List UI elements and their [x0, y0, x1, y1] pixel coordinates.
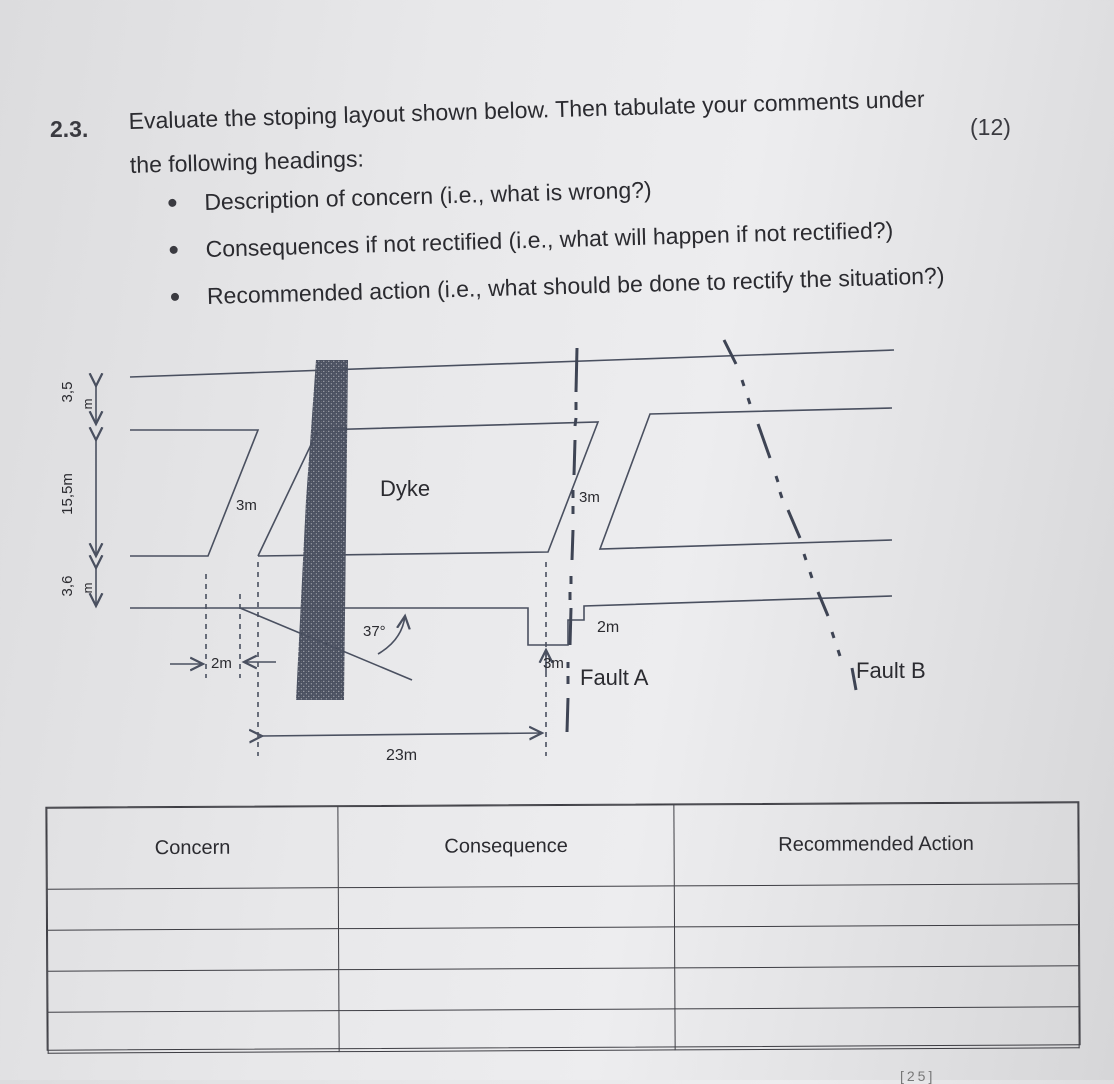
table-row [48, 1007, 1079, 1053]
table-cell[interactable] [47, 888, 338, 931]
table-cell[interactable] [675, 925, 1079, 968]
table-cell[interactable] [48, 970, 339, 1013]
dim-label-top: 3,5 [59, 381, 76, 403]
table-cell[interactable] [675, 1007, 1079, 1050]
table-row [48, 925, 1079, 971]
table-cell[interactable] [674, 884, 1078, 927]
table-cell[interactable] [338, 886, 674, 929]
table-header-row [47, 803, 1078, 889]
fault-offset-label: 2m [597, 619, 620, 636]
header-consequence: Consequence [338, 805, 674, 888]
reef-top-line [130, 350, 894, 377]
fault-step-label: 3m [543, 655, 564, 672]
gully-width-left-label: 3m [236, 497, 257, 514]
list-item: Consequences if not rectified (i.e., what will happen if not rectified?) [169, 215, 944, 284]
question-marks: (12) [970, 114, 1011, 140]
table-row [47, 884, 1078, 930]
dyke-band [296, 360, 348, 700]
table-cell[interactable] [48, 1011, 339, 1054]
header-concern: Concern [47, 807, 338, 890]
total-marks: [25] [900, 1068, 936, 1084]
upper-panel-top [130, 430, 258, 556]
right-panel [600, 408, 892, 549]
table-cell[interactable] [339, 968, 675, 1011]
table-row [48, 966, 1079, 1012]
table-cell[interactable] [339, 927, 675, 970]
table-cell[interactable] [339, 1009, 675, 1052]
dim-arrow-23m [262, 733, 542, 736]
fault-b-line [724, 340, 856, 690]
gully-line [130, 596, 892, 645]
list-item: Description of concern (i.e., what is wrong?) [168, 168, 943, 237]
dyke-label: Dyke [380, 476, 431, 501]
question-line-1: Evaluate the stoping layout shown below. Then tabulate your comments under [128, 85, 925, 134]
list-item: Recommended action (i.e., what should be done to rectify the situation?) [171, 262, 946, 331]
dim-label-bottom: 3,6 [59, 575, 76, 597]
table-cell[interactable] [675, 966, 1079, 1009]
fault-a-label: Fault A [580, 665, 649, 690]
distance-label: 23m [386, 747, 418, 764]
table-cell[interactable] [48, 929, 339, 972]
header-recommended-action: Recommended Action [674, 803, 1078, 886]
dim-label-top-unit: m [80, 398, 95, 410]
question-number: 2.3. [50, 116, 89, 142]
question-line-2: the following headings: [129, 145, 365, 178]
offset-left-label: 2m [211, 655, 232, 672]
dim-label-mid: 15,5m [59, 473, 76, 515]
fault-b-label: Fault B [856, 658, 926, 683]
gully-width-right-label: 3m [579, 489, 600, 506]
fault-a-line [567, 348, 577, 732]
comments-table [45, 801, 1080, 1050]
dim-label-bottom-unit: m [80, 582, 95, 594]
angle-label: 37° [363, 623, 386, 640]
